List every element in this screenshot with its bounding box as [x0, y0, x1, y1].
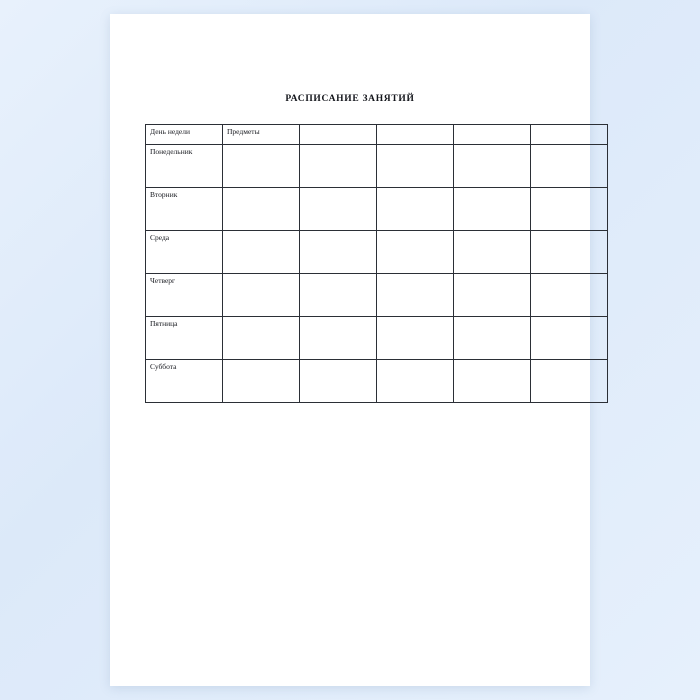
entry-cell[interactable]	[531, 231, 608, 274]
table-row	[146, 317, 608, 360]
entry-cell[interactable]	[377, 145, 454, 188]
entry-cell[interactable]	[531, 317, 608, 360]
header-cell-subject: Предметы	[223, 125, 300, 145]
day-label: Понедельник	[146, 145, 223, 188]
header-cell-6	[531, 125, 608, 145]
header-cell-3	[300, 125, 377, 145]
entry-cell[interactable]	[531, 274, 608, 317]
entry-cell[interactable]	[454, 231, 531, 274]
entry-cell[interactable]	[454, 188, 531, 231]
entry-cell[interactable]	[300, 231, 377, 274]
entry-cell[interactable]	[377, 188, 454, 231]
entry-cell[interactable]	[531, 188, 608, 231]
entry-cell[interactable]	[223, 188, 300, 231]
entry-cell[interactable]	[300, 274, 377, 317]
entry-cell[interactable]	[223, 274, 300, 317]
entry-cell[interactable]	[454, 145, 531, 188]
table-row	[146, 274, 608, 317]
day-label: Четверг	[146, 274, 223, 317]
day-label: Суббота	[146, 360, 223, 403]
entry-cell[interactable]	[377, 274, 454, 317]
day-label: Пятница	[146, 317, 223, 360]
entry-cell[interactable]	[377, 360, 454, 403]
day-label: Среда	[146, 231, 223, 274]
entry-cell[interactable]	[531, 145, 608, 188]
document-page	[110, 14, 590, 686]
entry-cell[interactable]	[377, 231, 454, 274]
day-label: Вторник	[146, 188, 223, 231]
entry-cell[interactable]	[454, 360, 531, 403]
entry-cell[interactable]	[300, 145, 377, 188]
entry-cell[interactable]	[377, 317, 454, 360]
entry-cell[interactable]	[300, 317, 377, 360]
entry-cell[interactable]	[223, 317, 300, 360]
header-cell-day: День недели	[146, 125, 223, 145]
schedule-table	[145, 124, 608, 403]
header-cell-4	[377, 125, 454, 145]
table-header-row	[146, 125, 608, 145]
entry-cell[interactable]	[223, 231, 300, 274]
header-cell-5	[454, 125, 531, 145]
table-row	[146, 145, 608, 188]
table-row	[146, 188, 608, 231]
table-row	[146, 231, 608, 274]
entry-cell[interactable]	[454, 317, 531, 360]
page-title: РАСПИСАНИЕ ЗАНЯТИЙ	[285, 94, 415, 104]
table-row	[146, 360, 608, 403]
entry-cell[interactable]	[531, 360, 608, 403]
entry-cell[interactable]	[223, 145, 300, 188]
entry-cell[interactable]	[223, 360, 300, 403]
entry-cell[interactable]	[300, 188, 377, 231]
entry-cell[interactable]	[454, 274, 531, 317]
entry-cell[interactable]	[300, 360, 377, 403]
